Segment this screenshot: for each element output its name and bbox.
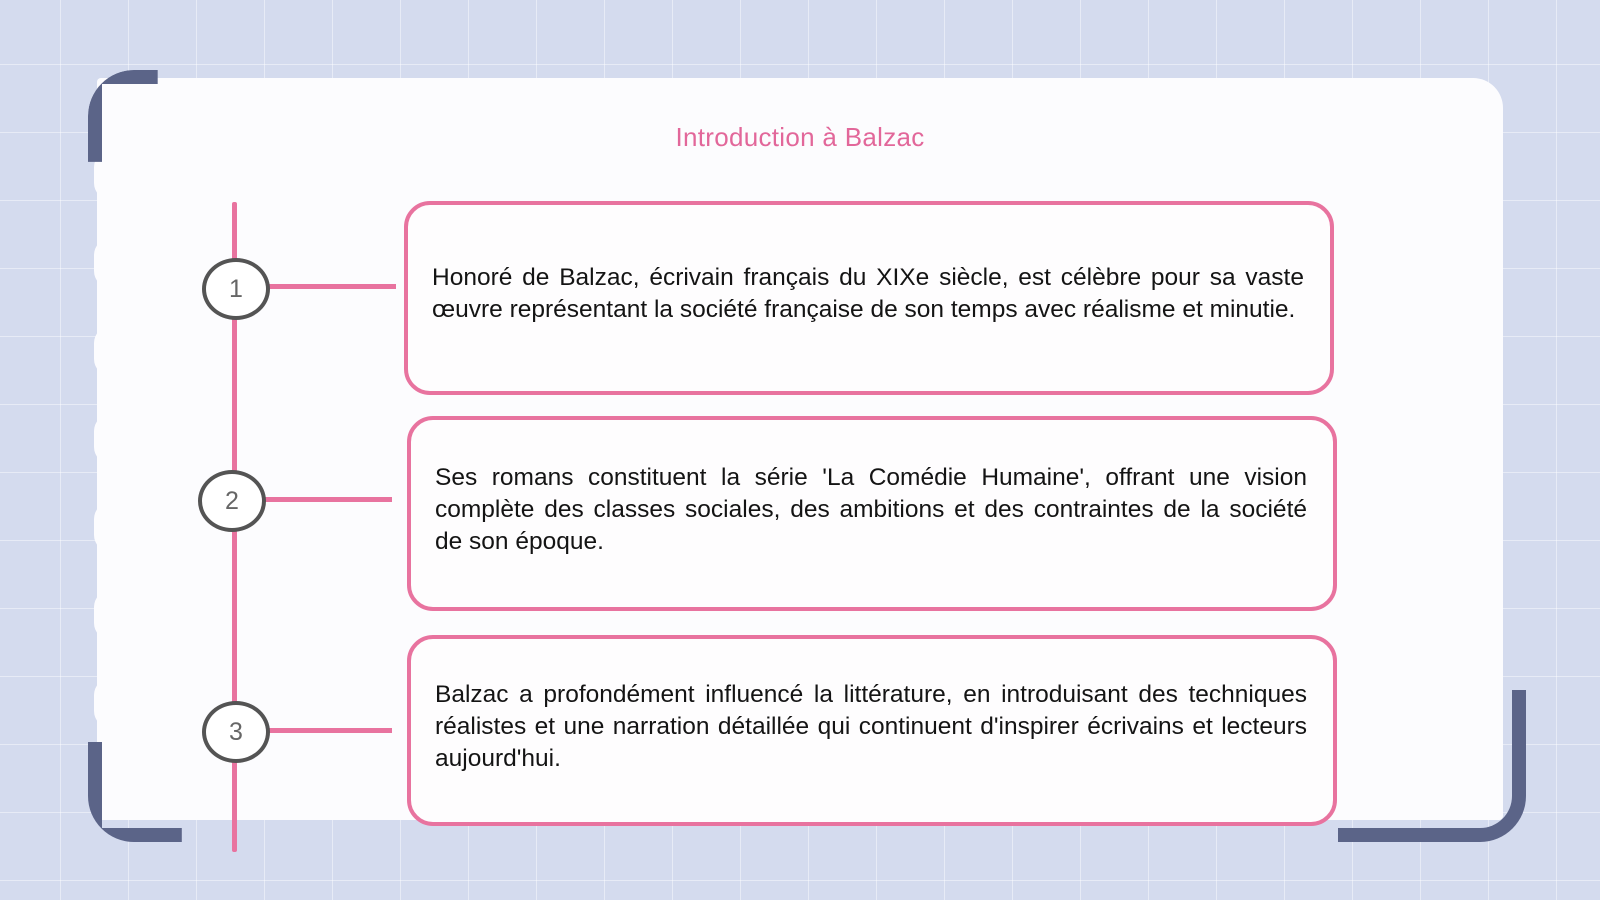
card-text: Balzac a profondément influencé la littérature, en introduisant des techniques réalistes et une narration détaillée qui continuent d'inspirer écrivains et lecteurs aujourd'hui. bbox=[435, 680, 1307, 772]
paper-edge-scallop bbox=[94, 678, 128, 728]
card-text: Honoré de Balzac, écrivain français du XIXe siècle, est célèbre pour sa vaste œuvre représentant la société française de son temps avec réalisme et minutie. bbox=[432, 264, 1304, 323]
step-number-circle: 2 bbox=[198, 470, 266, 532]
timeline-connector bbox=[262, 497, 392, 502]
paper-edge-scallop bbox=[94, 590, 128, 640]
timeline-connector bbox=[264, 284, 396, 289]
paper-edge-scallop bbox=[94, 414, 128, 464]
paper-edge-scallop bbox=[94, 238, 128, 288]
step-number-circle: 1 bbox=[202, 258, 270, 320]
timeline-card bbox=[407, 416, 1337, 611]
frame-corner-bottom-right bbox=[1338, 690, 1526, 842]
paper-edge-scallop bbox=[94, 502, 128, 552]
timeline-connector bbox=[262, 728, 392, 733]
paper-edge-scallop bbox=[94, 326, 128, 376]
timeline-card bbox=[407, 635, 1337, 826]
timeline-card bbox=[404, 201, 1334, 395]
step-number-circle: 3 bbox=[202, 701, 270, 763]
card-text: Ses romans constituent la série 'La Comédie Humaine', offrant une vision complète des classes sociales, des ambitions et des contraintes de la société de son époque. bbox=[435, 463, 1307, 555]
slide-title: Introduction à Balzac bbox=[675, 122, 925, 152]
